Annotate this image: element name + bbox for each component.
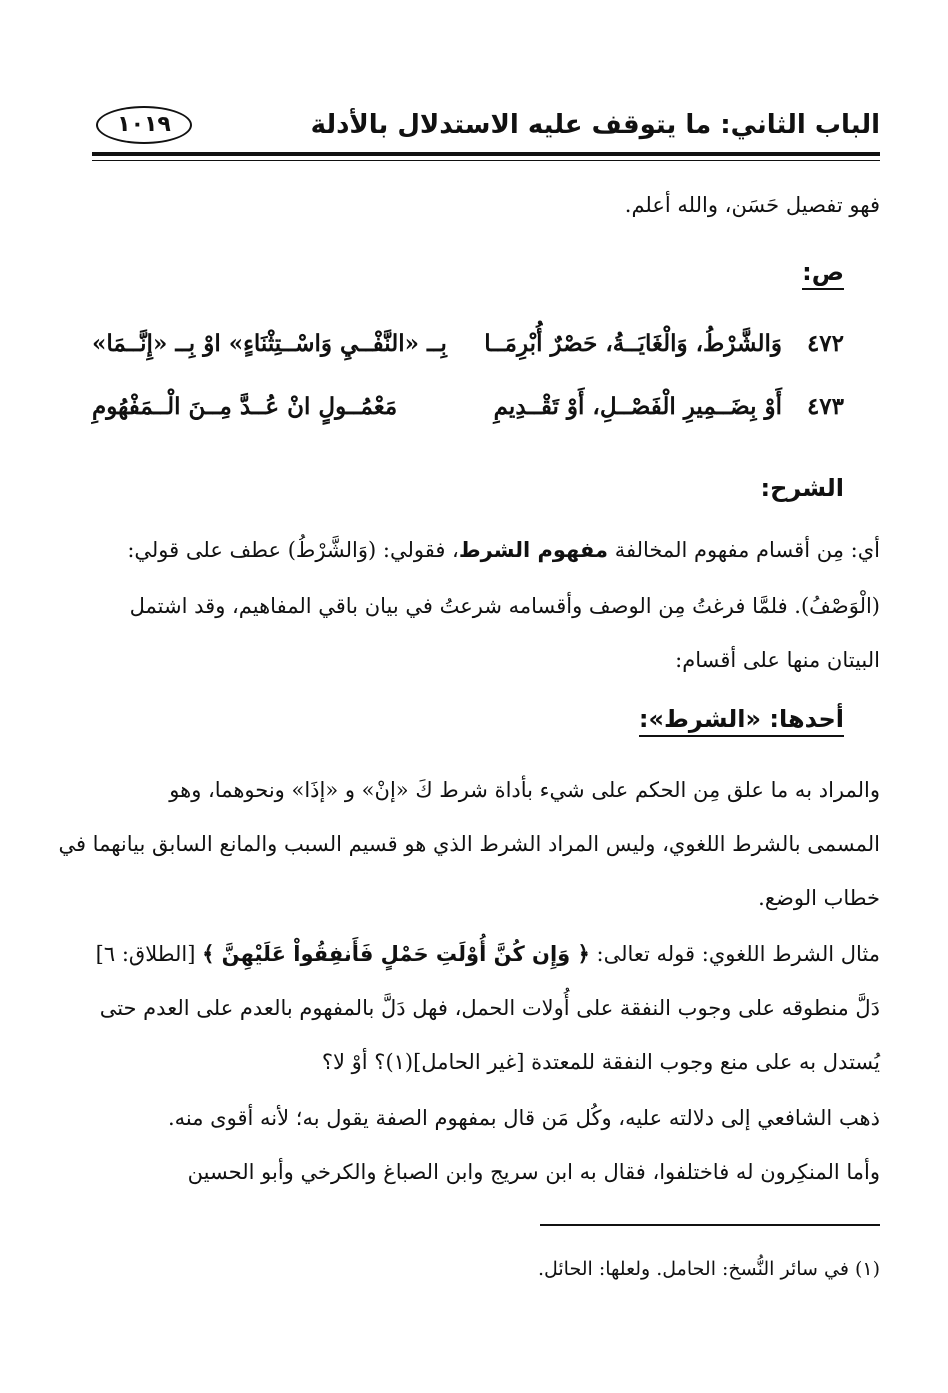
text-span: ، فقولي: (وَالشَّرْطُ) عطف على قولي: (127, 538, 459, 562)
verse-first-hemistich: أَوْ بِضَــمِيرِ الْفَصْــلِ، أَوْ تَقْــدِيمِ (493, 393, 782, 420)
footnote-rule (540, 1224, 880, 1226)
quran-verse: ﴿ وَإِن كُنَّ أُوْلَتِ حَمْلٍ فَأَنفِقُواْ عَلَيْهِنَّ ﴾ (202, 942, 590, 966)
paragraph-line: وأما المنكِرون له فاختلفوا، فقال به ابن سريج وابن الصباغ والكرخي وأبو الحسين (187, 1160, 880, 1184)
verse-473 (92, 393, 844, 433)
page-number: ١٠١٩ (96, 106, 192, 144)
header-rule-thick (92, 152, 880, 156)
paragraph-line: المسمى بالشرط اللغوي، وليس المراد الشرط الذي هو قسيم السبب والمانع السابق بيانهما في (58, 832, 880, 856)
paragraph-line: دَلَّ منطوقه على وجوب النفقة على أُولات الحمل، فهل دَلَّ بالمفهوم بالعدم على العدم حتى (99, 996, 880, 1020)
paragraph-line: يُستدل به على منع وجوب النفقة للمعتدة [غير الحامل](١)؟ أوْ لا؟ (321, 1050, 880, 1074)
paragraph-line: البيتان منها على أقسام: (675, 648, 880, 672)
paragraph-line: (الْوَصْفُ). فلمَّا فرغتُ مِن الوصف وأقسامه شرعتُ في بيان باقي المفاهيم، وقد اشتمل (129, 594, 880, 618)
matn-heading: ص: (802, 258, 844, 290)
text-span: أي: مِن أقسام مفهوم المخالفة (608, 538, 880, 562)
verse-first-hemistich: وَالشَّرْطُ، وَالْغَايَــةُ، حَصْرٌ أُبْرِمَــا (484, 330, 782, 357)
verse-second-hemistich: مَعْمُــولٍ انْ عُــدَّ مِــنَ الْــمَفْهُومِ (92, 393, 398, 420)
paragraph-line (92, 942, 880, 966)
paragraph-line: خطاب الوضع. (758, 886, 880, 910)
intro-line: فهو تفصيل حَسَن، والله أعلم. (624, 193, 880, 217)
section-heading: أحدها: «الشرط»: (639, 705, 844, 737)
page-header (92, 100, 880, 152)
paragraph-line: ذهب الشافعي إلى دلالته عليه، وكُل مَن قال بمفهوم الصفة يقول به؛ لأنه أقوى منه. (167, 1106, 880, 1130)
verse-number: ٤٧٣ (806, 393, 844, 420)
paragraph-line (92, 538, 880, 562)
header-rule-thin (92, 160, 880, 161)
bold-term: مفهوم الشرط (458, 538, 609, 562)
verse-472 (92, 330, 844, 370)
text-span: مثال الشرط اللغوي: قوله تعالى: (589, 942, 880, 966)
paragraph-line: والمراد به ما علق مِن الحكم على شيء بأداة شرط كَ «إنْ» و «إذَا» ونحوهما، وهو (169, 778, 880, 802)
verse-second-hemistich: بِــ «النَّفْــيِ وَاسْــتِثْنَاءٍ» اوْ بِــ «إِنَّــمَا» (92, 330, 447, 357)
footnote: (١) في سائر النُّسخ: الحامل. ولعلها: الحائل. (537, 1258, 880, 1280)
verse-number: ٤٧٢ (806, 330, 844, 357)
quran-reference: [الطلاق: ٦] (95, 942, 203, 966)
sharh-heading: الشرح: (760, 474, 844, 502)
chapter-title: الباب الثاني: ما يتوقف عليه الاستدلال بالأدلة (310, 110, 880, 140)
